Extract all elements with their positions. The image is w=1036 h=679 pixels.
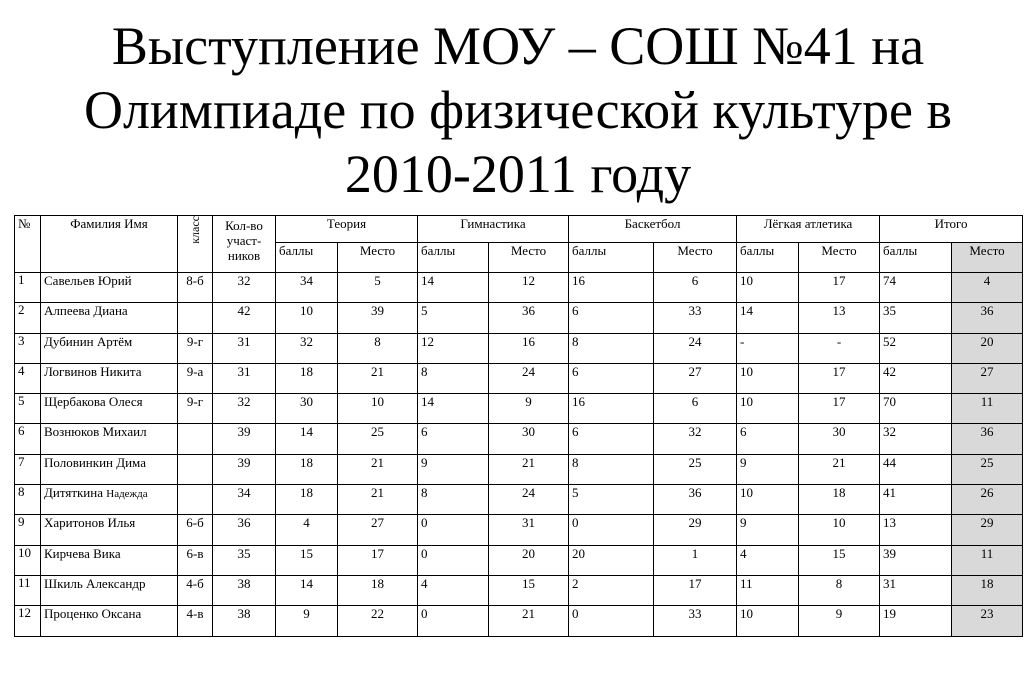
row-num: 10 [15, 545, 41, 575]
row-total-points: 44 [880, 454, 952, 484]
row-theory-place: 25 [338, 424, 418, 454]
row-class: 6-б [178, 515, 213, 545]
row-class [178, 303, 213, 333]
header-gymnastics: Гимнастика [418, 216, 569, 243]
table-row [15, 485, 1023, 515]
row-basketball-place: 6 [654, 394, 737, 424]
row-gymnastics-place: 15 [489, 575, 569, 605]
row-athletics-points: 10 [737, 394, 799, 424]
row-theory-place: 39 [338, 303, 418, 333]
row-basketball-points: 5 [569, 485, 654, 515]
row-theory-points: 34 [276, 273, 338, 303]
header-total: Итого [880, 216, 1023, 243]
row-total-points: 74 [880, 273, 952, 303]
row-gymnastics-points: 6 [418, 424, 489, 454]
table-row [15, 545, 1023, 575]
row-theory-points: 18 [276, 454, 338, 484]
row-theory-place: 22 [338, 606, 418, 636]
row-basketball-points: 20 [569, 545, 654, 575]
table-row [15, 303, 1023, 333]
row-theory-points: 4 [276, 515, 338, 545]
row-count: 34 [213, 485, 276, 515]
title-line-2: Олимпиаде по физической культуре в [83, 80, 953, 140]
row-theory-points: 15 [276, 545, 338, 575]
row-gymnastics-points: 8 [418, 485, 489, 515]
row-athletics-points: 10 [737, 485, 799, 515]
row-gymnastics-place: 30 [489, 424, 569, 454]
row-num: 9 [15, 515, 41, 545]
row-total-place: 23 [952, 606, 1023, 636]
row-gymnastics-place: 24 [489, 363, 569, 393]
row-name: Савельев Юрий [41, 273, 178, 303]
row-gymnastics-points: 14 [418, 273, 489, 303]
row-total-place: 36 [952, 424, 1023, 454]
row-basketball-points: 0 [569, 515, 654, 545]
row-gymnastics-place: 36 [489, 303, 569, 333]
row-name: Шкиль Александр [41, 575, 178, 605]
row-count: 31 [213, 363, 276, 393]
row-class: 6-в [178, 545, 213, 575]
row-theory-place: 5 [338, 273, 418, 303]
table-row [15, 606, 1023, 636]
row-total-points: 32 [880, 424, 952, 454]
row-class: 8-б [178, 273, 213, 303]
row-total-place: 36 [952, 303, 1023, 333]
row-num: 2 [15, 303, 41, 333]
row-theory-place: 21 [338, 454, 418, 484]
header-class-label: класс [187, 216, 202, 244]
row-count: 31 [213, 333, 276, 363]
row-gymnastics-points: 4 [418, 575, 489, 605]
row-athletics-points: - [737, 333, 799, 363]
row-total-points: 41 [880, 485, 952, 515]
row-total-points: 42 [880, 363, 952, 393]
header-gymnastics-points: баллы [418, 243, 489, 273]
table-row [15, 454, 1023, 484]
row-class [178, 454, 213, 484]
row-gymnastics-place: 12 [489, 273, 569, 303]
row-basketball-points: 16 [569, 273, 654, 303]
row-total-points: 13 [880, 515, 952, 545]
row-athletics-points: 10 [737, 606, 799, 636]
row-num: 3 [15, 333, 41, 363]
row-theory-place: 21 [338, 363, 418, 393]
row-basketball-points: 6 [569, 363, 654, 393]
row-basketball-place: 25 [654, 454, 737, 484]
row-name: Кирчева Вика [41, 545, 178, 575]
row-theory-place: 18 [338, 575, 418, 605]
row-total-place: 29 [952, 515, 1023, 545]
row-num: 8 [15, 485, 41, 515]
row-gymnastics-place: 21 [489, 606, 569, 636]
row-gymnastics-points: 9 [418, 454, 489, 484]
row-gymnastics-place: 20 [489, 545, 569, 575]
row-athletics-place: - [799, 333, 880, 363]
row-num: 7 [15, 454, 41, 484]
row-gymnastics-points: 0 [418, 515, 489, 545]
row-total-place: 26 [952, 485, 1023, 515]
row-count: 38 [213, 575, 276, 605]
row-athletics-place: 18 [799, 485, 880, 515]
row-num: 5 [15, 394, 41, 424]
table-row [15, 515, 1023, 545]
row-total-place: 18 [952, 575, 1023, 605]
row-theory-place: 8 [338, 333, 418, 363]
row-theory-points: 32 [276, 333, 338, 363]
table-row [15, 424, 1023, 454]
header-class [178, 216, 213, 273]
results-table [14, 215, 1023, 637]
row-athletics-place: 17 [799, 394, 880, 424]
row-athletics-place: 10 [799, 515, 880, 545]
row-basketball-points: 0 [569, 606, 654, 636]
header-participants-label: Кол-во участ-ников [225, 218, 263, 263]
row-theory-points: 14 [276, 575, 338, 605]
row-gymnastics-place: 21 [489, 454, 569, 484]
row-athletics-points: 10 [737, 273, 799, 303]
row-gymnastics-points: 0 [418, 545, 489, 575]
row-basketball-place: 33 [654, 606, 737, 636]
row-theory-points: 10 [276, 303, 338, 333]
row-total-place: 27 [952, 363, 1023, 393]
header-name: Фамилия Имя [41, 216, 178, 273]
row-theory-points: 18 [276, 485, 338, 515]
row-total-points: 35 [880, 303, 952, 333]
row-gymnastics-points: 8 [418, 363, 489, 393]
header-athletics: Лёгкая атлетика [737, 216, 880, 243]
row-basketball-place: 6 [654, 273, 737, 303]
results-body [15, 273, 1023, 637]
row-basketball-place: 36 [654, 485, 737, 515]
header-total-place: Место [952, 243, 1023, 273]
row-name: Половинкин Дима [41, 454, 178, 484]
row-total-points: 19 [880, 606, 952, 636]
title-line-3: 2010-2011 году [344, 144, 692, 204]
row-count: 39 [213, 424, 276, 454]
row-name: Щербакова Олеся [41, 394, 178, 424]
header-athletics-place: Место [799, 243, 880, 273]
row-count: 39 [213, 454, 276, 484]
row-class [178, 485, 213, 515]
row-name [41, 485, 178, 515]
row-theory-place: 21 [338, 485, 418, 515]
row-count: 32 [213, 394, 276, 424]
table-row [15, 363, 1023, 393]
row-total-points: 70 [880, 394, 952, 424]
row-count: 42 [213, 303, 276, 333]
row-basketball-points: 6 [569, 424, 654, 454]
header-theory-place: Место [338, 243, 418, 273]
row-basketball-points: 6 [569, 303, 654, 333]
row-total-points: 31 [880, 575, 952, 605]
table-row [15, 575, 1023, 605]
row-class [178, 424, 213, 454]
table-row [15, 273, 1023, 303]
row-athletics-points: 10 [737, 363, 799, 393]
row-gymnastics-place: 31 [489, 515, 569, 545]
row-name: Алпеева Диана [41, 303, 178, 333]
row-basketball-place: 17 [654, 575, 737, 605]
row-athletics-place: 30 [799, 424, 880, 454]
row-name-surname: Дитяткина [44, 485, 103, 501]
row-num: 4 [15, 363, 41, 393]
row-basketball-place: 29 [654, 515, 737, 545]
row-basketball-place: 27 [654, 363, 737, 393]
header-num: № [15, 216, 41, 273]
row-num: 11 [15, 575, 41, 605]
row-name: Проценко Оксана [41, 606, 178, 636]
row-gymnastics-points: 14 [418, 394, 489, 424]
row-total-points: 52 [880, 333, 952, 363]
row-total-place: 20 [952, 333, 1023, 363]
row-athletics-place: 21 [799, 454, 880, 484]
header-theory-points: баллы [276, 243, 338, 273]
row-gymnastics-points: 5 [418, 303, 489, 333]
row-theory-points: 30 [276, 394, 338, 424]
row-name: Вознюков Михаил [41, 424, 178, 454]
row-count: 32 [213, 273, 276, 303]
row-basketball-points: 2 [569, 575, 654, 605]
row-num: 6 [15, 424, 41, 454]
row-athletics-points: 9 [737, 454, 799, 484]
row-athletics-place: 8 [799, 575, 880, 605]
table-row [15, 333, 1023, 363]
row-total-place: 25 [952, 454, 1023, 484]
row-name: Харитонов Илья [41, 515, 178, 545]
row-basketball-place: 33 [654, 303, 737, 333]
page-title [0, 14, 1036, 206]
header-total-points: баллы [880, 243, 952, 273]
row-total-place: 11 [952, 394, 1023, 424]
row-class: 9-г [178, 333, 213, 363]
row-total-place: 11 [952, 545, 1023, 575]
title-line-1: Выступление МОУ – СОШ №41 на [111, 16, 925, 76]
row-basketball-place: 1 [654, 545, 737, 575]
row-total-points: 39 [880, 545, 952, 575]
row-num: 1 [15, 273, 41, 303]
row-gymnastics-points: 0 [418, 606, 489, 636]
row-count: 35 [213, 545, 276, 575]
row-basketball-points: 8 [569, 454, 654, 484]
row-theory-place: 27 [338, 515, 418, 545]
row-gymnastics-place: 16 [489, 333, 569, 363]
header-basketball-points: баллы [569, 243, 654, 273]
header-athletics-points: баллы [737, 243, 799, 273]
row-name: Дубинин Артём [41, 333, 178, 363]
row-num: 12 [15, 606, 41, 636]
row-athletics-points: 9 [737, 515, 799, 545]
row-athletics-points: 4 [737, 545, 799, 575]
header-basketball: Баскетбол [569, 216, 737, 243]
row-class: 4-в [178, 606, 213, 636]
row-athletics-points: 14 [737, 303, 799, 333]
row-athletics-points: 11 [737, 575, 799, 605]
table-row [15, 394, 1023, 424]
row-count: 38 [213, 606, 276, 636]
header-row-1 [15, 216, 1023, 243]
row-athletics-place: 17 [799, 363, 880, 393]
row-basketball-points: 8 [569, 333, 654, 363]
row-name-firstname: Надежда [106, 488, 148, 501]
row-gymnastics-place: 24 [489, 485, 569, 515]
row-total-place: 4 [952, 273, 1023, 303]
row-athletics-place: 9 [799, 606, 880, 636]
row-theory-points: 9 [276, 606, 338, 636]
row-basketball-points: 16 [569, 394, 654, 424]
row-basketball-place: 32 [654, 424, 737, 454]
row-theory-points: 18 [276, 363, 338, 393]
row-gymnastics-place: 9 [489, 394, 569, 424]
row-count: 36 [213, 515, 276, 545]
row-athletics-place: 17 [799, 273, 880, 303]
header-basketball-place: Место [654, 243, 737, 273]
row-theory-place: 10 [338, 394, 418, 424]
row-class: 4-б [178, 575, 213, 605]
row-name: Логвинов Никита [41, 363, 178, 393]
row-gymnastics-points: 12 [418, 333, 489, 363]
header-theory: Теория [276, 216, 418, 243]
row-basketball-place: 24 [654, 333, 737, 363]
row-athletics-place: 13 [799, 303, 880, 333]
row-athletics-place: 15 [799, 545, 880, 575]
row-class: 9-г [178, 394, 213, 424]
row-theory-points: 14 [276, 424, 338, 454]
row-theory-place: 17 [338, 545, 418, 575]
row-class: 9-а [178, 363, 213, 393]
header-gymnastics-place: Место [489, 243, 569, 273]
row-athletics-points: 6 [737, 424, 799, 454]
header-participants [213, 216, 276, 273]
